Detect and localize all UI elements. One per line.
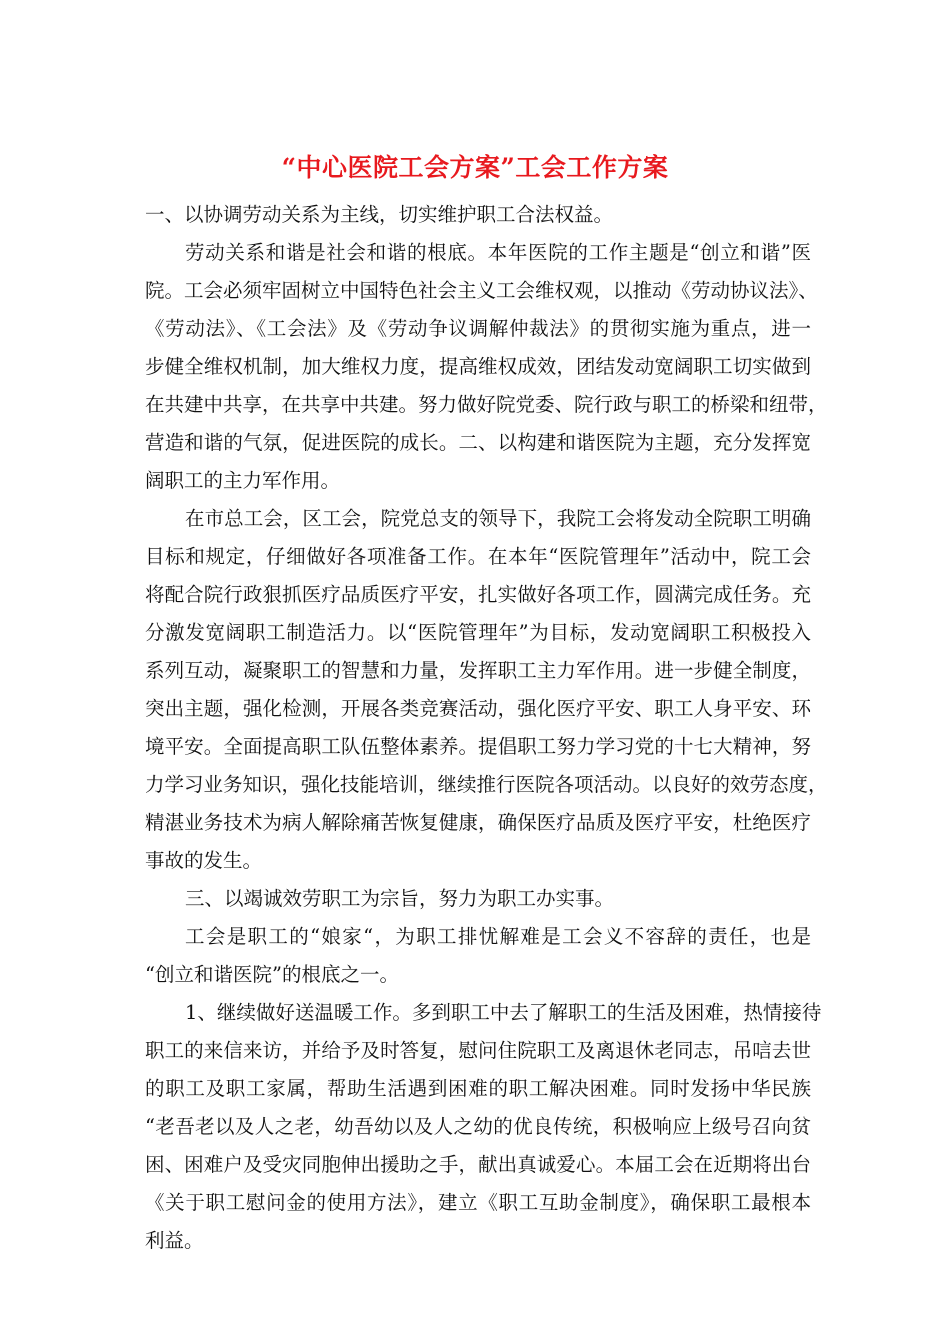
body-line: 系列互动，凝聚职工的智慧和力量，发挥职工主力军作用。进一步健全制度，	[145, 659, 811, 682]
body-line: 利益。	[145, 1229, 204, 1252]
body-line: 1、继续做好送温暖工作。多到职工中去了解职工的生活及困难，热情接待	[185, 1001, 822, 1024]
body-line: 突出主题，强化检测，开展各类竞赛活动，强化医疗平安、职工人身平安、环	[145, 697, 811, 720]
body-line: 步健全维权机制，加大维权力度，提高维权成效，团结发动宽阔职工切实做到	[145, 355, 811, 378]
body-line: 劳动关系和谐是社会和谐的根底。本年医院的工作主题是“创立和谐”医	[185, 241, 811, 264]
body-line: 三、以竭诚效劳职工为宗旨，努力为职工办实事。	[185, 887, 615, 910]
body-line: 力学习业务知识，强化技能培训，继续推行医院各项活动。以良好的效劳态度，	[145, 773, 828, 796]
body-line: 《劳动法》、《工会法》及《劳动争议调解仲裁法》的贯彻实施为重点，进一	[145, 317, 811, 340]
body-line: 将配合院行政狠抓医疗品质医疗平安，扎实做好各项工作，圆满完成任务。充	[145, 583, 811, 606]
body-line: 阔职工的主力军作用。	[145, 469, 341, 492]
body-line: 目标和规定，仔细做好各项准备工作。在本年“医院管理年”活动中，院工会	[145, 545, 811, 568]
body-line: 在共建中共享，在共享中共建。努力做好院党委、院行政与职工的桥梁和纽带，	[145, 393, 828, 416]
body-line: 工会是职工的“娘家“，为职工排忧解难是工会义不容辞的责任，也是	[185, 925, 811, 948]
body-line: 营造和谐的气氛，促进医院的成长。二、以构建和谐医院为主题，充分发挥宽	[145, 431, 811, 454]
body-line: 《关于职工慰问金的使用方法》，建立《职工互助金制度》，确保职工最根本	[145, 1191, 811, 1214]
body-line: 境平安。全面提高职工队伍整体素养。提倡职工努力学习党的十七大精神，努	[145, 735, 811, 758]
body-line: 在市总工会，区工会，院党总支的领导下，我院工会将发动全院职工明确	[185, 507, 811, 530]
body-line: 院。工会必须牢固树立中国特色社会主义工会维权观，以推动《劳动协议法》、	[145, 279, 818, 302]
body-line: “老吾老以及人之老，幼吾幼以及人之幼的优良传统，积极响应上级号召向贫	[145, 1115, 811, 1138]
body-line: “创立和谐医院”的根底之一。	[145, 963, 399, 986]
body-line: 的职工及职工家属，帮助生活遇到困难的职工解决困难。同时发扬中华民族	[145, 1077, 811, 1100]
document-title: “中心医院工会方案”工会工作方案	[281, 153, 669, 182]
body-line: 精湛业务技术为病人解除痛苦恢复健康，确保医疗品质及医疗平安，杜绝医疗	[145, 811, 811, 834]
body-line: 困、困难户及受灾同胞伸出援助之手，献出真诚爱心。本届工会在近期将出台	[145, 1153, 811, 1176]
body-line: 一、以协调劳动关系为主线，切实维护职工合法权益。	[145, 203, 614, 226]
body-line: 职工的来信来访，并给予及时答复，慰问住院职工及离退休老同志，吊唁去世	[145, 1039, 811, 1062]
document-body	[145, 196, 828, 1260]
body-line: 分激发宽阔职工制造活力。以“医院管理年”为目标，发动宽阔职工积极投入	[145, 621, 811, 644]
body-line: 事故的发生。	[145, 849, 263, 872]
